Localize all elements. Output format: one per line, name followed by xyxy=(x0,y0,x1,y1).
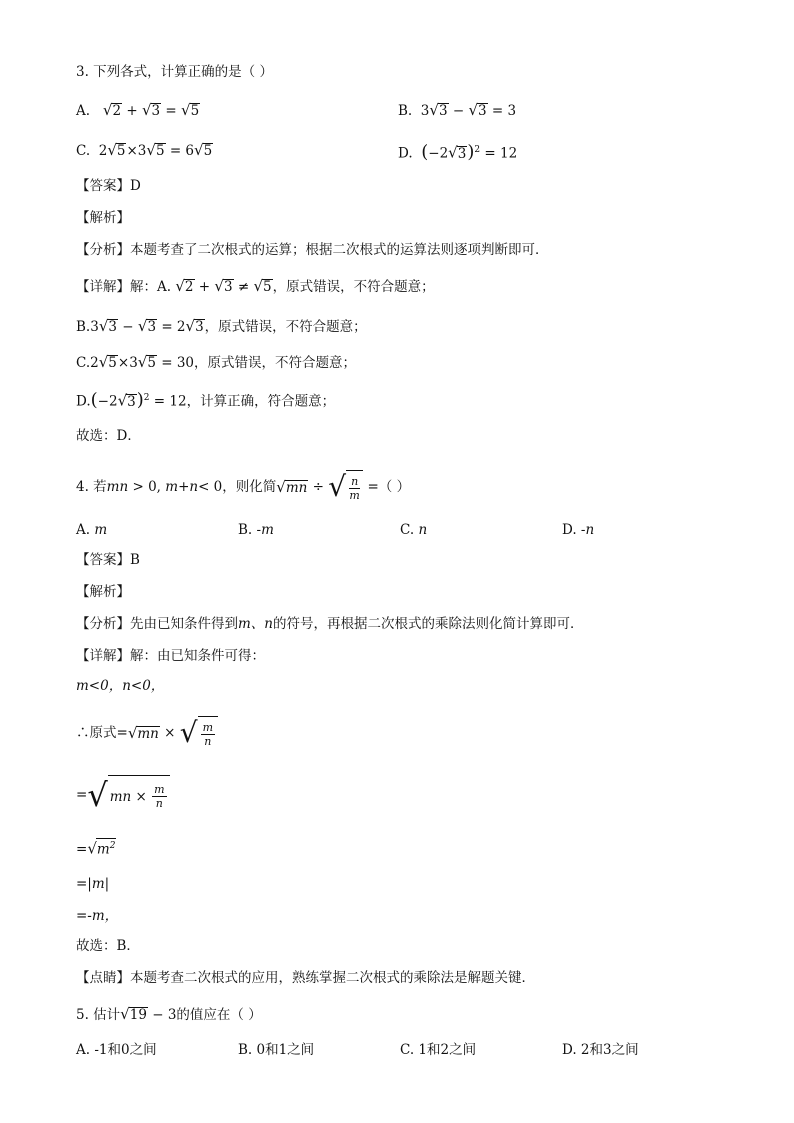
q3-xiangjie-d: $D.(-2√3)^2 = 12$，计算正确，符合题意； xyxy=(76,389,336,411)
q4-option-b: B. -m xyxy=(238,522,274,538)
q3-analysis-tag: 【解析】 xyxy=(76,210,130,226)
q3-answer: 【答案】D xyxy=(76,178,141,194)
q3-option-a: A. √2 + √3 = √5 xyxy=(76,101,200,119)
q4-option-a: A. m xyxy=(76,522,108,538)
q3-xiangjie-c: C.2√5×3√5 = 30，原式错误，不符合题意； xyxy=(76,353,357,371)
q4-step-4: =|m| xyxy=(76,876,110,892)
q3-stem: 3. 下列各式，计算正确的是（ ） xyxy=(76,64,273,80)
q5-option-d: D. 2和3之间 xyxy=(562,1042,639,1058)
q4-step-1: ∴原式= √ mn × √ $\frac{m}{n}$ xyxy=(76,712,218,754)
q4-dianjing: 【点睛】本题考查二次根式的应用，熟练掌握二次根式的乘除法是解题关键． xyxy=(76,970,535,986)
q4-xiangjie: 【详解】解：由已知条件可得： xyxy=(76,648,265,664)
q4-step-5: =-m， xyxy=(76,908,119,924)
q4-fenxi: 【分析】先由已知条件得到m、n的符号，再根据二次根式的乘除法则化简计算即可． xyxy=(76,616,584,632)
q4-step-3: $=√m^2$ xyxy=(76,839,116,858)
q3-fenxi: 【分析】本题考查了二次根式的运算；根据二次根式的运算法则逐项判断即可． xyxy=(76,242,549,258)
q3-xiangjie-a: 【详解】解：A. √2 + √3 ≠ √5，原式错误，不符合题意； xyxy=(76,277,435,295)
q5-option-c: C. 1和2之间 xyxy=(400,1042,477,1058)
q4-option-c: C. n xyxy=(400,522,428,538)
q4-condition: m<0，n<0， xyxy=(76,678,165,694)
q4-step-2: = √ mn × $\frac{m}{n}$ xyxy=(76,772,170,818)
q4-conclusion: 故选：B． xyxy=(76,938,140,954)
q3-conclusion: 故选：D． xyxy=(76,428,141,444)
q4-stem: 4. 若 mn > 0, m + n < 0 ，则化简 √ mn ÷ √ $\frac{n}{m}$ = （ ） xyxy=(76,470,411,503)
q3-option-d: D. $(-2√3)^2 = 12$ xyxy=(398,141,518,163)
q3-option-c: C. 2√5×3√5 = 6√5 xyxy=(76,141,213,159)
q4-analysis-tag: 【解析】 xyxy=(76,584,130,600)
q5-stem: 5. 估计√19 − 3的值应在（ ） xyxy=(76,1005,262,1023)
q4-answer: 【答案】B xyxy=(76,552,140,568)
q4-option-d: D. -n xyxy=(562,522,595,538)
q3-xiangjie-b: B.3√3 − √3 = 2√3，原式错误，不符合题意； xyxy=(76,317,367,335)
q5-option-a: A. -1和0之间 xyxy=(76,1042,157,1058)
q3-option-b: B. 3√3 − √3 = 3 xyxy=(398,101,517,119)
q5-option-b: B. 0和1之间 xyxy=(238,1042,315,1058)
